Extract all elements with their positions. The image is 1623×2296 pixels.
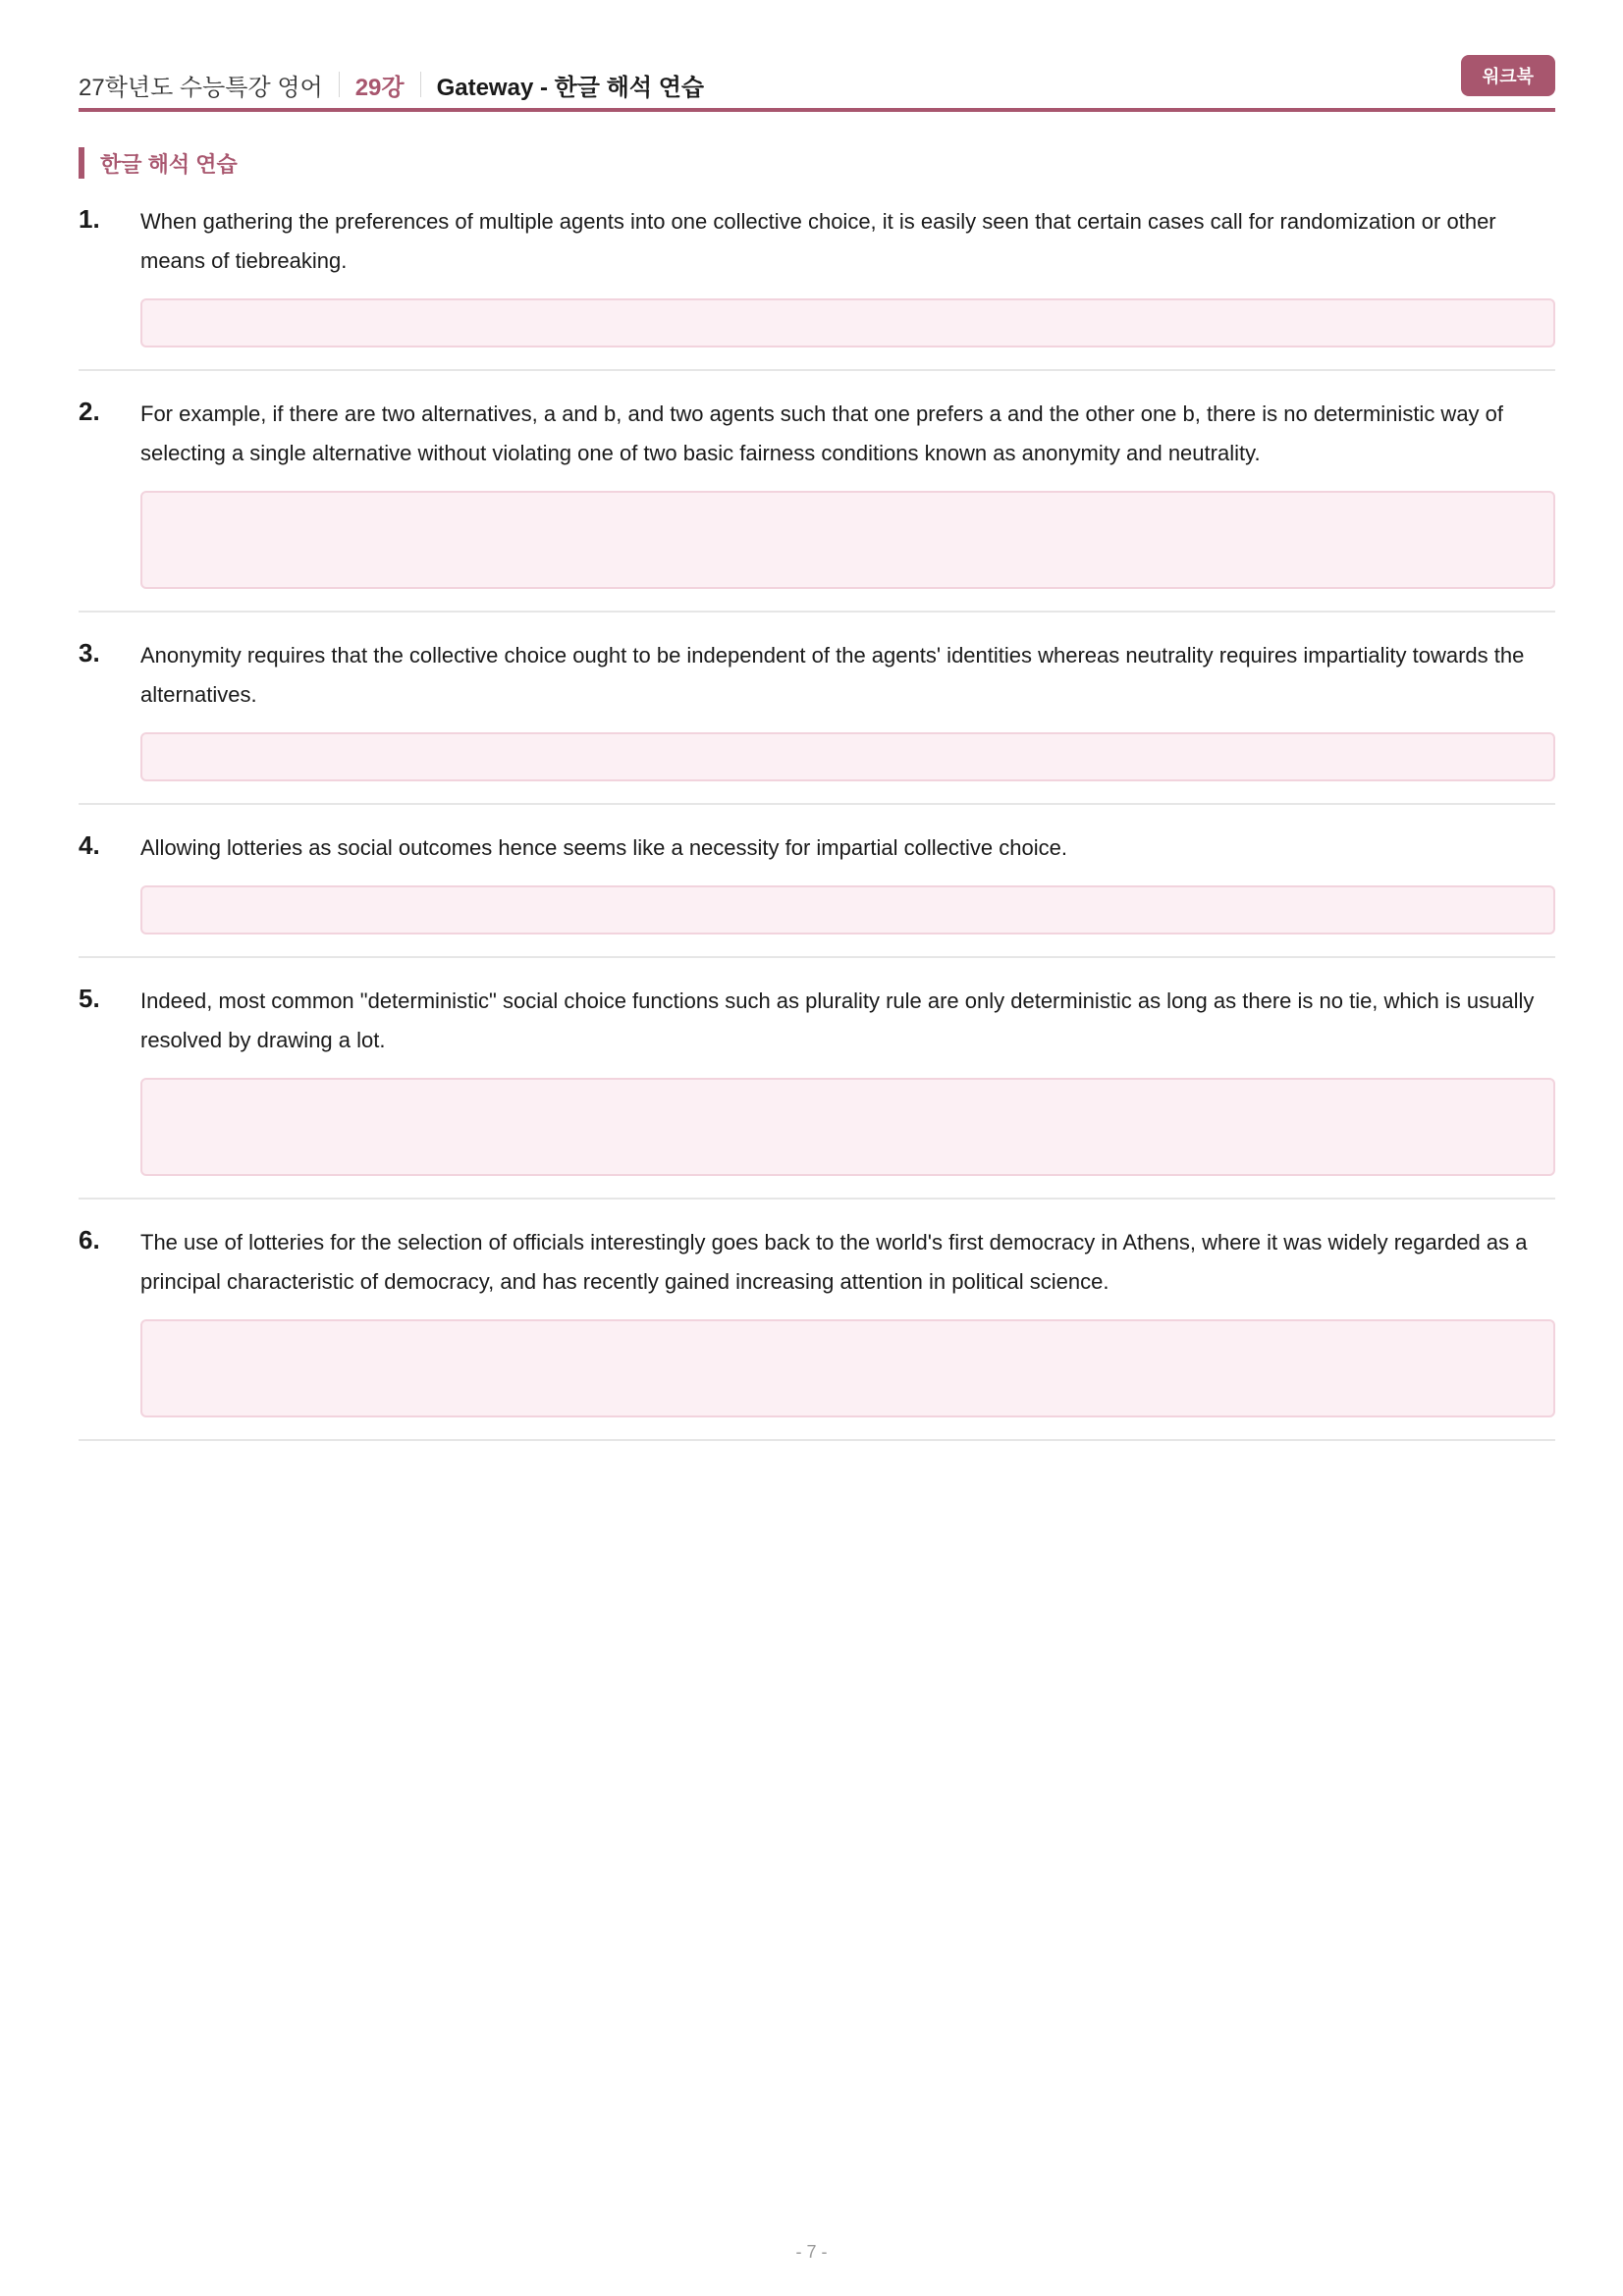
- exercise-item: [79, 828, 1555, 958]
- english-sentence: When gathering the preferences of multiple agents into one collective choice, it is easily seen that certain cases call for randomization or other means of tiebreaking.: [140, 209, 1496, 273]
- lesson-number: 29강: [354, 74, 405, 101]
- translation-answer-box[interactable]: [140, 732, 1555, 781]
- exercise-item: [79, 636, 1555, 805]
- header-divider: [339, 72, 340, 97]
- item-number: 6.: [79, 1225, 100, 1255]
- page-header: [79, 61, 1555, 112]
- translation-answer-box[interactable]: [140, 1319, 1555, 1417]
- item-number: 3.: [79, 638, 100, 667]
- translation-answer-box[interactable]: [140, 1078, 1555, 1176]
- translation-answer-box[interactable]: [140, 885, 1555, 934]
- item-number: 5.: [79, 984, 100, 1013]
- translation-answer-box[interactable]: [140, 491, 1555, 589]
- header-divider: [420, 72, 421, 97]
- exercise-item: [79, 395, 1555, 613]
- page-number: - 7 -: [795, 2242, 828, 2262]
- workbook-badge: 워크북: [1461, 55, 1555, 96]
- exercise-item: [79, 202, 1555, 371]
- exercise-item: [79, 1223, 1555, 1441]
- worksheet-page: [79, 61, 1555, 1441]
- translation-answer-box[interactable]: [140, 298, 1555, 347]
- item-number: 1.: [79, 204, 100, 234]
- english-sentence: Anonymity requires that the collective choice ought to be independent of the agents' identities whereas neutrality requires impartiality towards the alternatives.: [140, 643, 1525, 707]
- item-number: 2.: [79, 397, 100, 426]
- item-number: 4.: [79, 830, 100, 860]
- book-title: 27학년도 수능특강 영어: [79, 74, 323, 101]
- english-sentence: Indeed, most common "deterministic" social choice functions such as plurality rule are only deterministic as long as there is no tie, which is usually resolved by drawing a lot.: [140, 988, 1535, 1052]
- exercise-item: [79, 982, 1555, 1200]
- english-sentence: The use of lotteries for the selection of officials interestingly goes back to the world's first democracy in Athens, where it was widely regarded as a principal characteristic of democracy, and has recently gained increasing attention in political science.: [140, 1230, 1528, 1294]
- english-sentence: Allowing lotteries as social outcomes hence seems like a necessity for impartial collective choice.: [140, 835, 1067, 860]
- english-sentence: For example, if there are two alternatives, a and b, and two agents such that one prefers a and the other one b, there is no deterministic way of selecting a single alternative without violating one of two basic fairness conditions known as anonymity and neutrality.: [140, 401, 1504, 465]
- page-title: Gateway - 한글 해석 연습: [436, 74, 705, 101]
- section-title: 한글 해석 연습: [79, 147, 1555, 179]
